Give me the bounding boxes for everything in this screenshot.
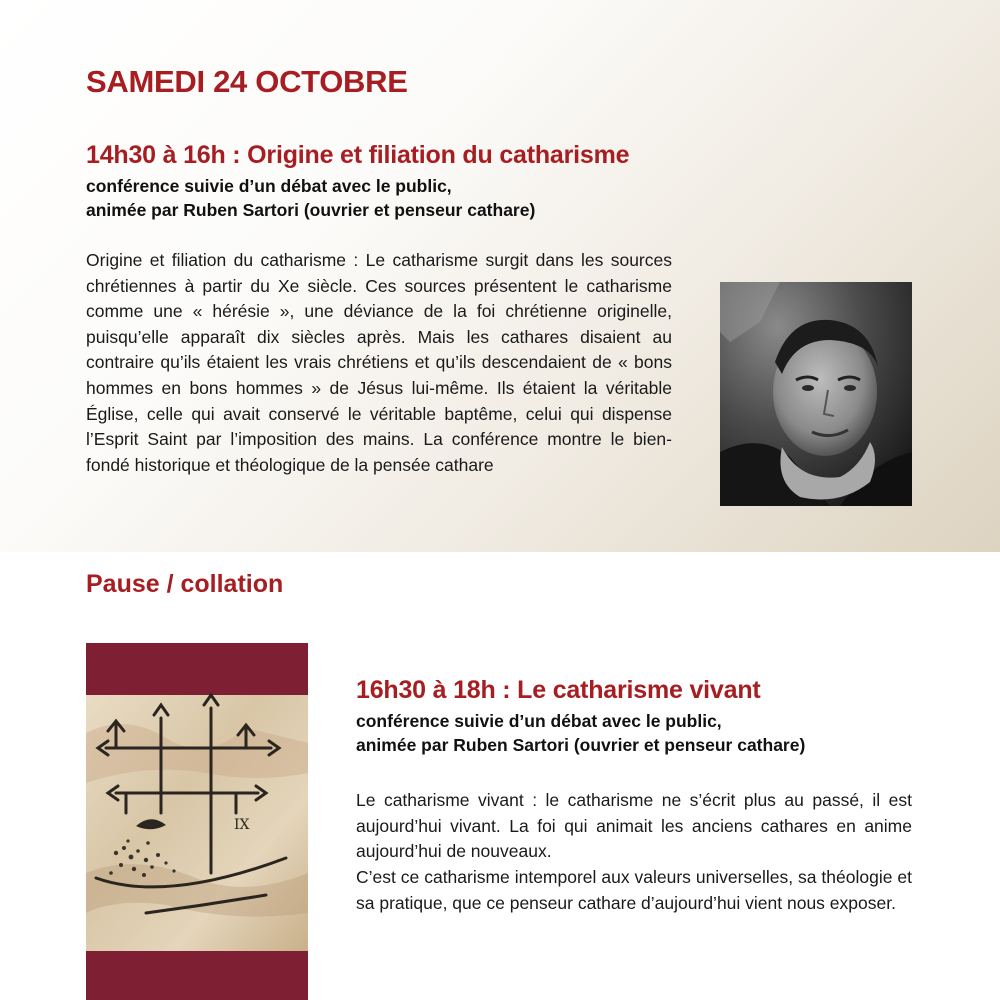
session1-subtitle-line1: conférence suivie d’un débat avec le public, bbox=[86, 176, 452, 196]
session2-subtitle-line1: conférence suivie d’un débat avec le public, bbox=[356, 711, 722, 731]
cathar-cross-engraving-icon bbox=[86, 643, 308, 1000]
portrait-photo-icon bbox=[720, 282, 912, 506]
pause-label: Pause / collation bbox=[86, 570, 284, 598]
session1-subtitle-line2: animée par Ruben Sartori (ouvrier et penseur cathare) bbox=[86, 200, 536, 220]
session2-title: 16h30 à 18h : Le catharisme vivant bbox=[356, 676, 761, 704]
session1-body: Origine et filiation du catharisme : Le catharisme surgit dans les sources chrétiennes à partir du Xe siècle. Ces sources présentent le catharisme comme une « hérésie », une déviance de la foi chrétienne originelle, puisqu’elle apparaît dix siècles après. Mais les cathares disaient au contraire qu’ils étaient les vrais chrétiens et qu’ils descendaient de « bons hommes en bons hommes » de Jésus lui-même. Ils étaient la véritable Église, celle qui avait conservé le véritable baptême, celui qui dispense l’Esprit Saint par l’imposition des mains. La conférence montre le bien-fondé historique et théologique de la pensée cathare bbox=[86, 250, 672, 475]
session1-title: 14h30 à 16h : Origine et filiation du catharisme bbox=[86, 141, 630, 169]
session2-body-p2: C’est ce catharisme intemporel aux valeurs universelles, sa théologie et sa pratique, que ce penseur cathare d’aujourd’hui vient nous exposer. bbox=[356, 867, 912, 913]
session2-subtitle-line2: animée par Ruben Sartori (ouvrier et penseur cathare) bbox=[356, 735, 806, 755]
session2-body-p1: Le catharisme vivant : le catharisme ne s’écrit plus au passé, il est aujourd’hui vivant. La foi qui animait les anciens cathares en anime aujourd’hui de nouveaux. bbox=[356, 790, 912, 862]
day-title: SAMEDI 24 OCTOBRE bbox=[86, 64, 408, 99]
cross-numeral: IX bbox=[234, 817, 250, 833]
